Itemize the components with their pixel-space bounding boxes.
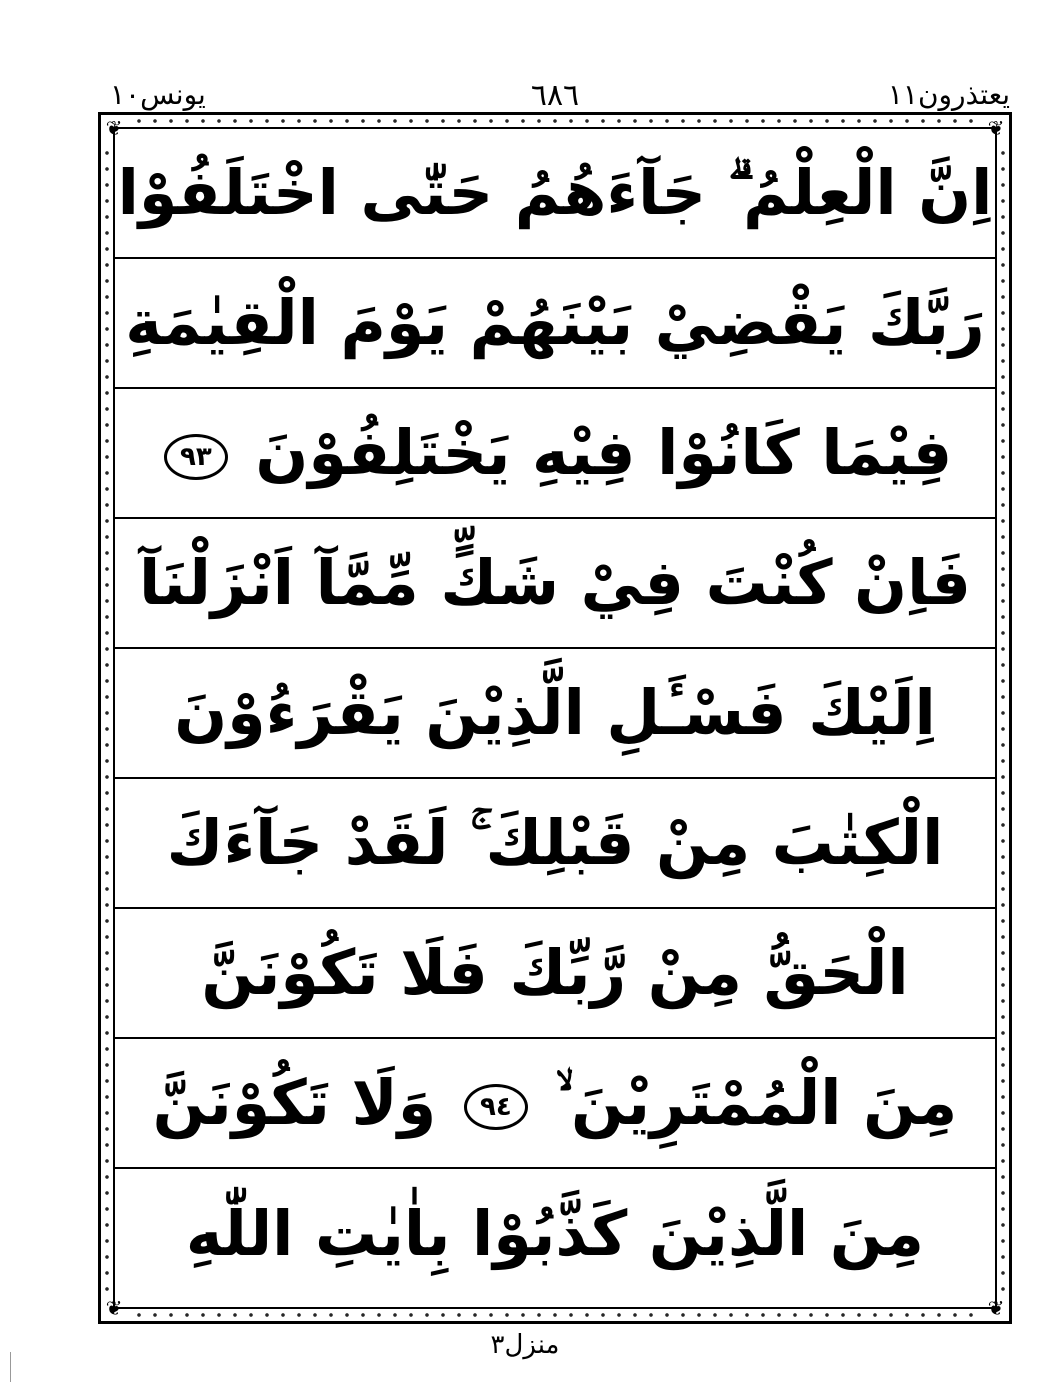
- verse-line-9: [115, 1169, 995, 1299]
- corner-ornament-icon: ❦: [105, 116, 123, 140]
- border-ornament-left: [102, 145, 112, 1291]
- ayah-number-marker: ٩٣: [164, 434, 228, 480]
- border-ornament-right: [998, 145, 1008, 1291]
- border-ornament-bottom: [131, 1310, 979, 1320]
- page-number: ٦٨٦: [530, 78, 580, 113]
- verse-text: [152, 1066, 958, 1139]
- verse-text: الْحَقُّ مِنْ رَّبِّكَ فَلَا تَكُوْنَنَّ: [201, 936, 909, 1009]
- corner-ornament-icon: ❦: [987, 116, 1005, 140]
- verse-line-5: [115, 649, 995, 779]
- verse-line-2: [115, 259, 995, 389]
- verse-text-segment: فِيْمَا كَانُوْا فِيْهِ يَخْتَلِفُوْنَ: [255, 416, 953, 489]
- verse-line-8: [115, 1039, 995, 1169]
- verse-text: [158, 416, 953, 489]
- verse-text: اِنَّ الْعِلْمُ ۗ جَآءَهُمُ حَتّٰى اخْتَلَفُوْا: [117, 156, 993, 229]
- verse-line-3: [115, 389, 995, 519]
- verse-line-7: [115, 909, 995, 1039]
- edge-mark: [10, 1352, 11, 1382]
- surah-name: يونس١٠: [110, 78, 206, 111]
- verse-text: مِنَ الَّذِيْنَ كَذَّبُوْا بِاٰيٰتِ اللّٰهِ: [185, 1197, 925, 1270]
- corner-ornament-icon: ❦: [987, 1296, 1005, 1320]
- verse-text: الْكِتٰبَ مِنْ قَبْلِكَ ۚ لَقَدْ جَآءَكَ: [166, 806, 944, 879]
- verse-text: فَاِنْ كُنْتَ فِيْ شَكٍّ مِّمَّآ اَنْزَلْنَآ: [139, 546, 971, 619]
- verse-text: رَبَّكَ يَقْضِيْ بَيْنَهُمْ يَوْمَ الْقِيٰمَةِ: [125, 286, 985, 359]
- corner-ornament-icon: ❦: [105, 1296, 123, 1320]
- verse-line-4: [115, 519, 995, 649]
- juz-name: يعتذرون١١: [887, 78, 1010, 111]
- verse-line-1: [115, 129, 995, 259]
- verse-lines: [115, 129, 995, 1307]
- verse-text-segment: مِنَ الْمُمْتَرِيْنَ ۙ: [555, 1066, 958, 1139]
- verse-text-segment: وَلَا تَكُوْنَنَّ: [152, 1066, 437, 1139]
- border-ornament-top: [131, 116, 979, 126]
- verse-text: اِلَيْكَ فَسْـَٔلِ الَّذِيْنَ يَقْرَءُوْنَ: [174, 676, 936, 749]
- manzil-footer: منزل٣: [490, 1330, 560, 1360]
- verse-line-6: [115, 779, 995, 909]
- ayah-number-marker: ٩٤: [464, 1084, 528, 1130]
- page-border-frame: [98, 112, 1012, 1324]
